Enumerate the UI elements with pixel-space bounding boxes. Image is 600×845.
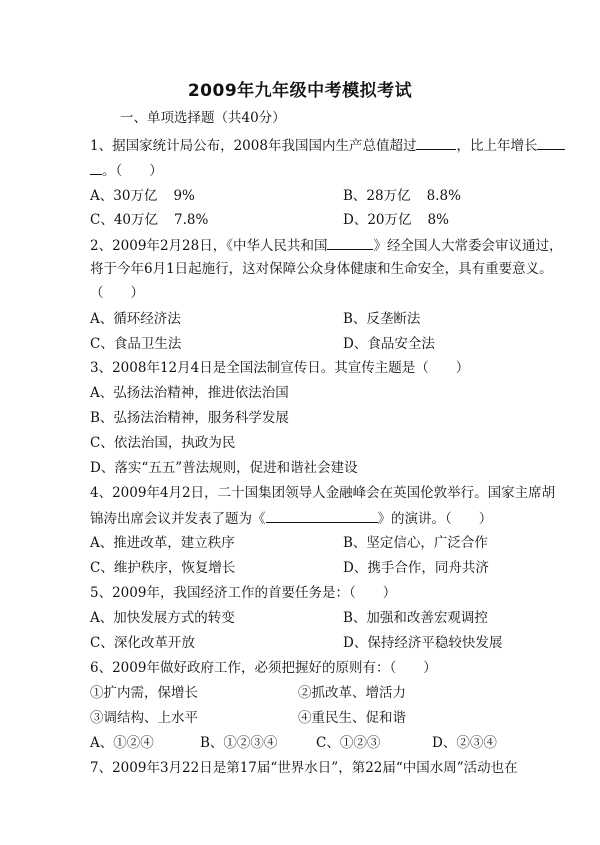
q6-item-1: ①扩内需，保增长	[90, 685, 198, 701]
page-title: 2009年九年级中考模拟考试	[187, 81, 413, 101]
question-2-line2: 将于今年6月1日起施行，这对保障公众身体健康和生命安全，具有重要意义。	[90, 261, 553, 277]
q2-option-c: C、食品卫生法	[90, 336, 182, 352]
q3-option-a: A、弘扬法治精神，推进依法治国	[90, 385, 289, 401]
q4-option-d: D、携手合作，同舟共济	[343, 560, 489, 576]
question-1	[90, 136, 565, 155]
q6-option-d: D、②③④	[432, 735, 497, 751]
q1-option-d-label: D、20万亿	[343, 212, 412, 228]
q1-blank-2	[537, 136, 565, 150]
q2-option-b: B、反垄断法	[343, 311, 421, 327]
q5-option-c: C、深化改革开放	[90, 635, 195, 651]
question-6: 6、2009年做好政府工作，必须把握好的原则有：（ ）	[90, 660, 437, 676]
q3-option-c: C、依法治国，执政为民	[90, 435, 236, 451]
question-2	[90, 236, 562, 255]
q1-blank-3	[90, 161, 102, 175]
q1-option-d-value: 8%	[427, 212, 449, 228]
q1-option-a	[90, 187, 195, 205]
q1-option-d	[343, 211, 449, 229]
q6-option-b: B、①②③④	[200, 735, 278, 751]
question-7: 7、2009年3月22日是第17届“世界水日”，第22届“中国水周”活动也在	[90, 760, 518, 776]
q1-blank-1	[416, 136, 456, 150]
q5-option-b: B、加强和改善宏观调控	[343, 610, 488, 626]
q4-text-a: 锦涛出席会议并发表了题为《	[90, 511, 266, 527]
q4-option-c: C、维护秩序，恢复增长	[90, 560, 236, 576]
q2-text-a: 2、2009年2月28日，《中华人民共和国	[90, 238, 328, 254]
q2-text-b: 》经全国人大常委会审议通过，	[373, 238, 563, 254]
question-3: 3、2008年12月4日是全国法制宣传日。其宣传主题是（ ）	[90, 360, 470, 376]
q5-option-a: A、加快发展方式的转变	[90, 610, 235, 626]
question-4-line2	[90, 509, 492, 528]
q3-option-d: D、落实“五五”普法规则，促进和谐社会建设	[90, 460, 358, 476]
question-2-line3: （ ）	[90, 285, 144, 301]
q4-option-a: A、推进改革，建立秩序	[90, 535, 235, 551]
question-4: 4、2009年4月2日，二十国集团领导人金融峰会在英国伦敦举行。国家主席胡	[90, 485, 556, 501]
q1-text-c: 。（ ）	[102, 163, 163, 179]
q1-text-a: 1、据国家统计局公布，2008年我国国内生产总值超过	[90, 138, 417, 154]
q1-option-c-label: C、40万亿	[90, 212, 159, 228]
q1-text-b: ，比上年增长	[456, 138, 538, 154]
q1-option-a-value: 9%	[173, 188, 195, 204]
q1-option-b-label: B、28万亿	[343, 188, 411, 204]
question-5: 5、2009年，我国经济工作的首要任务是：（ ）	[90, 585, 397, 601]
q6-item-3: ③调结构、上水平	[90, 710, 198, 726]
q4-blank	[266, 509, 378, 523]
q3-option-b: B、弘扬法治精神，服务科学发展	[90, 410, 289, 426]
q6-item-4: ④重民生、促和谐	[298, 710, 406, 726]
q1-option-b	[343, 187, 461, 205]
section-heading: 一、单项选择题（共40分）	[120, 110, 286, 126]
q6-option-a: A、①②④	[90, 735, 154, 751]
q1-option-a-label: A、30万亿	[90, 188, 158, 204]
q4-option-b: B、坚定信心，广泛合作	[343, 535, 488, 551]
q6-option-c: C、①②③	[316, 735, 381, 751]
question-1-cont	[90, 161, 163, 180]
q5-option-d: D、保持经济平稳较快发展	[343, 635, 503, 651]
q2-option-a: A、循环经济法	[90, 311, 181, 327]
q6-item-2: ②抓改革、增活力	[298, 685, 406, 701]
q4-text-b: 》的演讲。（ ）	[377, 511, 493, 527]
q1-option-c	[90, 211, 208, 229]
q2-blank	[327, 236, 373, 250]
q2-option-d: D、食品安全法	[343, 336, 435, 352]
q1-option-b-value: 8.8%	[426, 188, 461, 204]
q1-option-c-value: 7.8%	[174, 212, 209, 228]
